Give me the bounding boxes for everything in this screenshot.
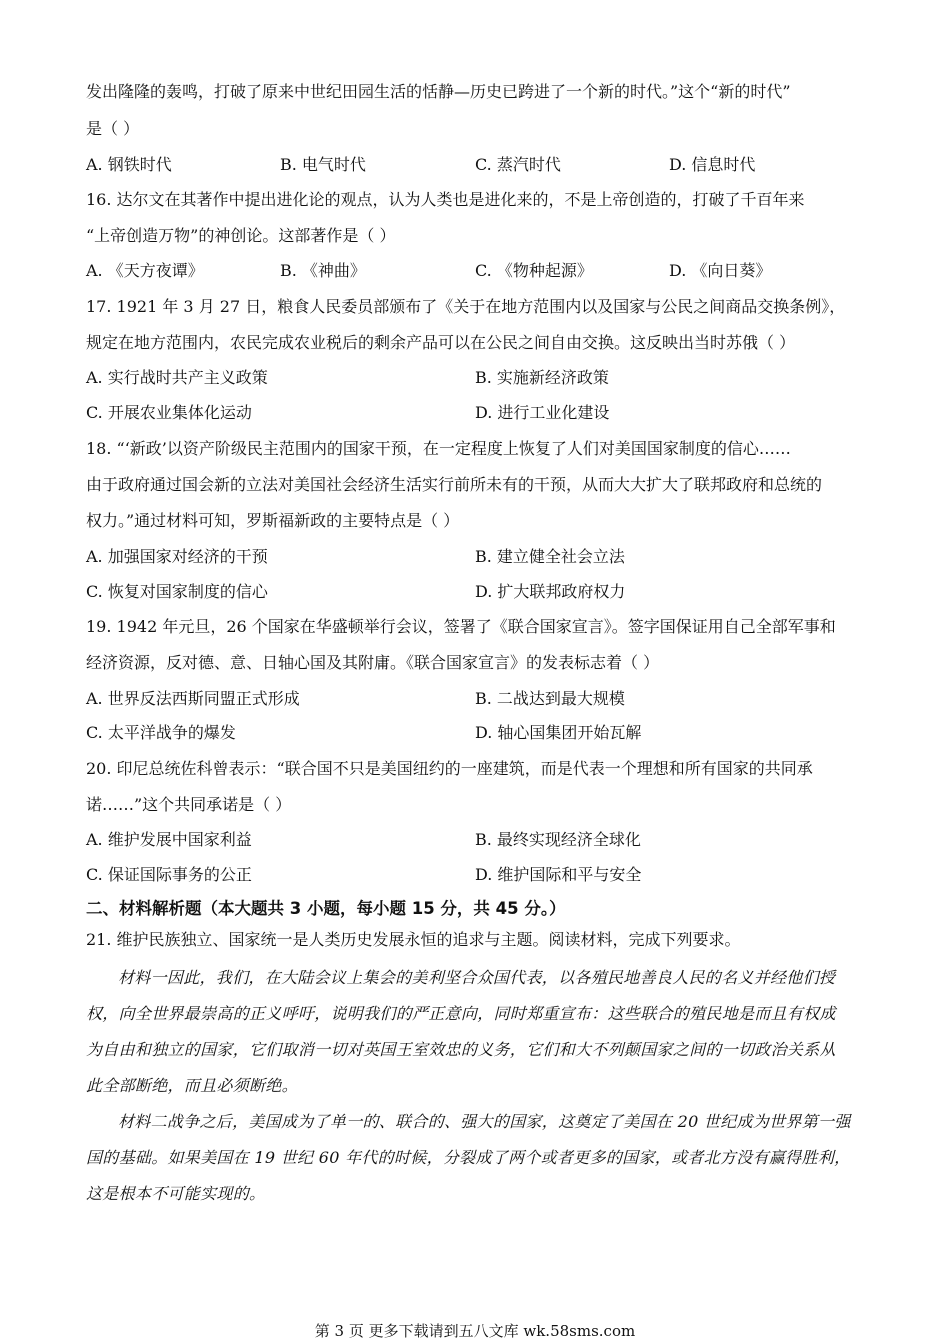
material-2-line-2: 国的基础。如果美国在 19 世纪 60 年代的时候，分裂成了两个或者更多的国家，或者北方没有赢得胜利， bbox=[86, 1148, 851, 1167]
q20-option-b[interactable]: B. 最终实现经济全球化 bbox=[475, 830, 641, 849]
q17-stem-line-2: 规定在地方范围内，农民完成农业税后的剩余产品可以在公民之间自由交换。这反映出当时苏俄（ ） bbox=[86, 333, 796, 352]
q19-option-c[interactable]: C. 太平洋战争的爆发 bbox=[86, 723, 236, 742]
material-1-line-1: 材料一因此，我们，在大陆会议上集会的美利坚合众国代表，以各殖民地善良人民的名义并经他们授 bbox=[118, 968, 836, 987]
q18-option-c[interactable]: C. 恢复对国家制度的信心 bbox=[86, 582, 268, 601]
q20-stem-line-2: 诺……”这个共同承诺是（ ） bbox=[86, 795, 292, 814]
q16-option-b[interactable]: B. 《神曲》 bbox=[280, 261, 366, 280]
q19-option-b[interactable]: B. 二战达到最大规模 bbox=[475, 689, 625, 708]
q15-option-c[interactable]: C. 蒸汽时代 bbox=[475, 155, 561, 174]
q15-stem-line-2: 是（ ） bbox=[86, 119, 140, 138]
material-1-line-4: 此全部断绝，而且必须断绝。 bbox=[86, 1076, 298, 1095]
q20-option-d[interactable]: D. 维护国际和平与安全 bbox=[475, 865, 642, 884]
section-heading: 二、材料解析题（本大题共 3 小题，每小题 15 分，共 45 分。） bbox=[86, 899, 566, 918]
q18-stem-line-3: 权力。”通过材料可知，罗斯福新政的主要特点是（ ） bbox=[86, 511, 460, 530]
q16-stem-line-2: “上帝创造万物”的神创论。这部著作是（ ） bbox=[86, 226, 396, 245]
q17-option-b[interactable]: B. 实施新经济政策 bbox=[475, 368, 609, 387]
q17-option-c[interactable]: C. 开展农业集体化运动 bbox=[86, 403, 252, 422]
q18-stem-line-1: 18. “‘新政’以资产阶级民主范围内的国家干预，在一定程度上恢复了人们对美国国家制度的信心…… bbox=[86, 439, 791, 458]
q16-option-d[interactable]: D. 《向日葵》 bbox=[669, 261, 772, 280]
q19-stem-line-1: 19. 1942 年元旦，26 个国家在华盛顿举行会议，签署了《联合国家宣言》。签字国保证用自己全部军事和 bbox=[86, 617, 836, 636]
q16-stem-line-1: 16. 达尔文在其著作中提出进化论的观点，认为人类也是进化来的，不是上帝创造的，打破了千百年来 bbox=[86, 190, 805, 209]
q16-option-a[interactable]: A. 《天方夜谭》 bbox=[86, 261, 204, 280]
material-1-line-3: 为自由和独立的国家，它们取消一切对英国王室效忠的义务，它们和大不列颠国家之间的一切政治关系从 bbox=[86, 1040, 836, 1059]
q19-option-a[interactable]: A. 世界反法西斯同盟正式形成 bbox=[86, 689, 300, 708]
q19-stem-line-2: 经济资源，反对德、意、日轴心国及其附庸。《联合国家宣言》的发表标志着（ ） bbox=[86, 653, 660, 672]
q20-option-c[interactable]: C. 保证国际事务的公正 bbox=[86, 865, 252, 884]
material-1-line-2: 权，向全世界最崇高的正义呼吁，说明我们的严正意向，同时郑重宣布：这些联合的殖民地是而且有权成 bbox=[86, 1004, 836, 1023]
q20-option-a[interactable]: A. 维护发展中国家利益 bbox=[86, 830, 252, 849]
q17-option-d[interactable]: D. 进行工业化建设 bbox=[475, 403, 610, 422]
q21-intro: 21. 维护民族独立、国家统一是人类历史发展永恒的追求与主题。阅读材料，完成下列要求。 bbox=[86, 930, 741, 949]
q17-option-a[interactable]: A. 实行战时共产主义政策 bbox=[86, 368, 268, 387]
q15-stem-line-1: 发出隆隆的轰鸣，打破了原来中世纪田园生活的恬静—历史已跨进了一个新的时代。”这个“新的时代” bbox=[86, 82, 791, 101]
q16-option-c[interactable]: C. 《物种起源》 bbox=[475, 261, 593, 280]
q19-option-d[interactable]: D. 轴心国集团开始瓦解 bbox=[475, 723, 642, 742]
page-footer: 第 3 页 更多下载请到五八文库 wk.58sms.com bbox=[314, 1322, 636, 1340]
q15-option-d[interactable]: D. 信息时代 bbox=[669, 155, 756, 174]
q15-option-b[interactable]: B. 电气时代 bbox=[280, 155, 366, 174]
q20-stem-line-1: 20. 印尼总统佐科曾表示：“联合国不只是美国纽约的一座建筑，而是代表一个理想和所有国家的共同承 bbox=[86, 759, 813, 778]
q18-option-b[interactable]: B. 建立健全社会立法 bbox=[475, 547, 625, 566]
q18-option-d[interactable]: D. 扩大联邦政府权力 bbox=[475, 582, 626, 601]
q17-stem-line-1: 17. 1921 年 3 月 27 日，粮食人民委员部颁布了《关于在地方范围内以及国家与公民之间商品交换条例》， bbox=[86, 297, 846, 316]
q18-option-a[interactable]: A. 加强国家对经济的干预 bbox=[86, 547, 268, 566]
material-2-line-3: 这是根本不可能实现的。 bbox=[86, 1184, 266, 1203]
q18-stem-line-2: 由于政府通过国会新的立法对美国社会经济生活实行前所未有的干预，从而大大扩大了联邦政府和总统的 bbox=[86, 475, 823, 494]
q15-option-a[interactable]: A. 钢铁时代 bbox=[86, 155, 172, 174]
material-2-line-1: 材料二战争之后，美国成为了单一的、联合的、强大的国家，这奠定了美国在 20 世纪成为世界第一强 bbox=[118, 1112, 851, 1131]
